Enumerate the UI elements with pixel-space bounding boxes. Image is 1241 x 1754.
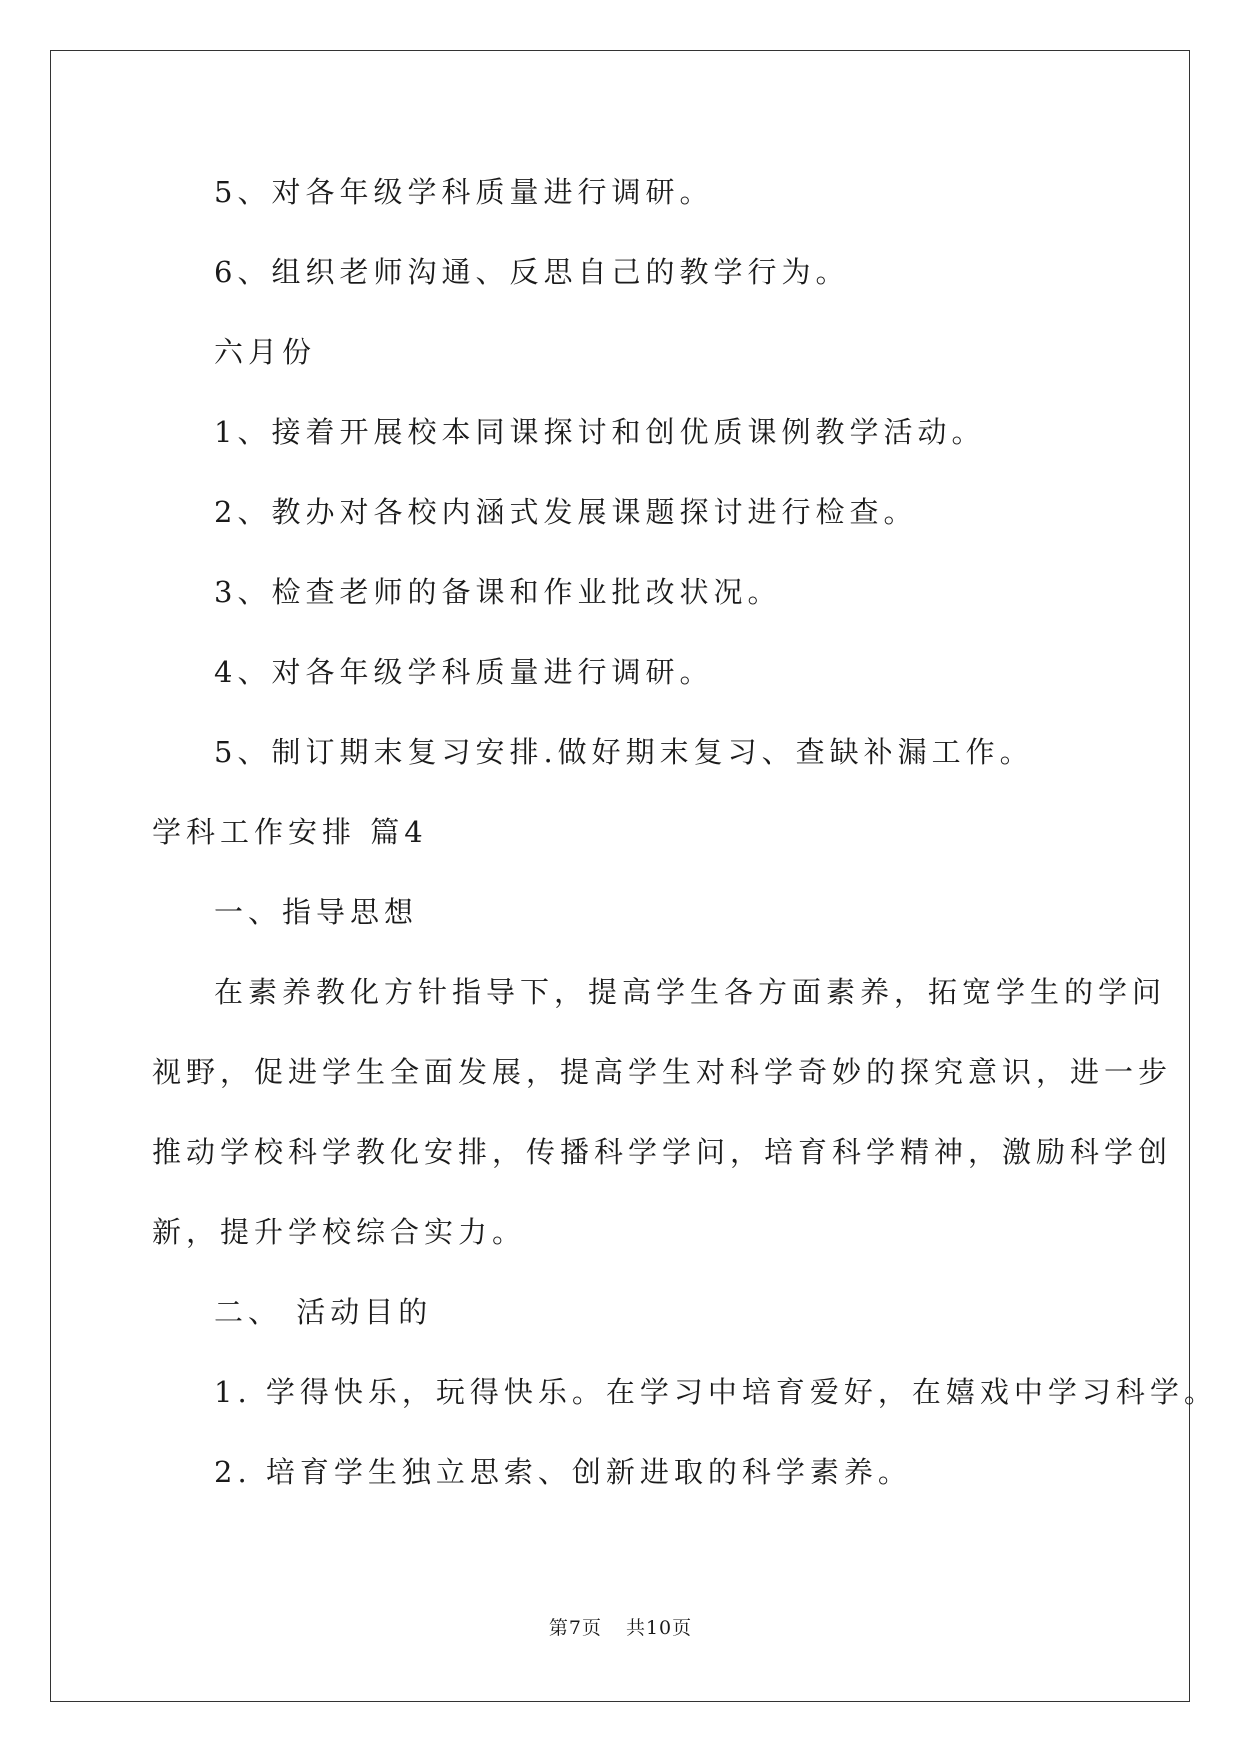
text-line: 2、教办对各校内涵式发展课题探讨进行检查。 [214, 495, 918, 529]
text-line: 1、接着开展校本同课探讨和创优质课例教学活动。 [214, 415, 986, 449]
page-total: 共10页 [625, 1617, 693, 1639]
section-heading: 一、指导思想 [214, 895, 419, 929]
paragraph-line: 推动学校科学教化安排，传播科学学问，培育科学精神，激励科学创 [152, 1135, 1173, 1169]
paragraph-line: 新，提升学校综合实力。 [152, 1215, 527, 1249]
text-line: 2. 培育学生独立思索、创新进取的科学素养。 [214, 1455, 912, 1489]
section-heading: 六月份 [214, 335, 317, 369]
paragraph-line: 在素养教化方针指导下，提高学生各方面素养，拓宽学生的学问 [214, 975, 1167, 1009]
chapter-heading: 学科工作安排 篇4 [152, 815, 428, 849]
paragraph-line: 视野，促进学生全面发展，提高学生对科学奇妙的探究意识，进一步 [152, 1055, 1173, 1089]
section-heading: 二、 活动目的 [214, 1295, 433, 1329]
page-footer [0, 1616, 1241, 1640]
text-line: 4、对各年级学科质量进行调研。 [214, 655, 714, 689]
text-line: 1. 学得快乐，玩得快乐。在学习中培育爱好，在嬉戏中学习科学。 [214, 1375, 1218, 1409]
text-line: 3、检查老师的备课和作业批改状况。 [214, 575, 782, 609]
page-number: 第7页 [548, 1617, 602, 1639]
text-line: 5、对各年级学科质量进行调研。 [214, 175, 714, 209]
text-line: 6、组织老师沟通、反思自己的教学行为。 [214, 255, 850, 289]
text-line: 5、制订期末复习安排.做好期末复习、查缺补漏工作。 [214, 735, 1034, 769]
